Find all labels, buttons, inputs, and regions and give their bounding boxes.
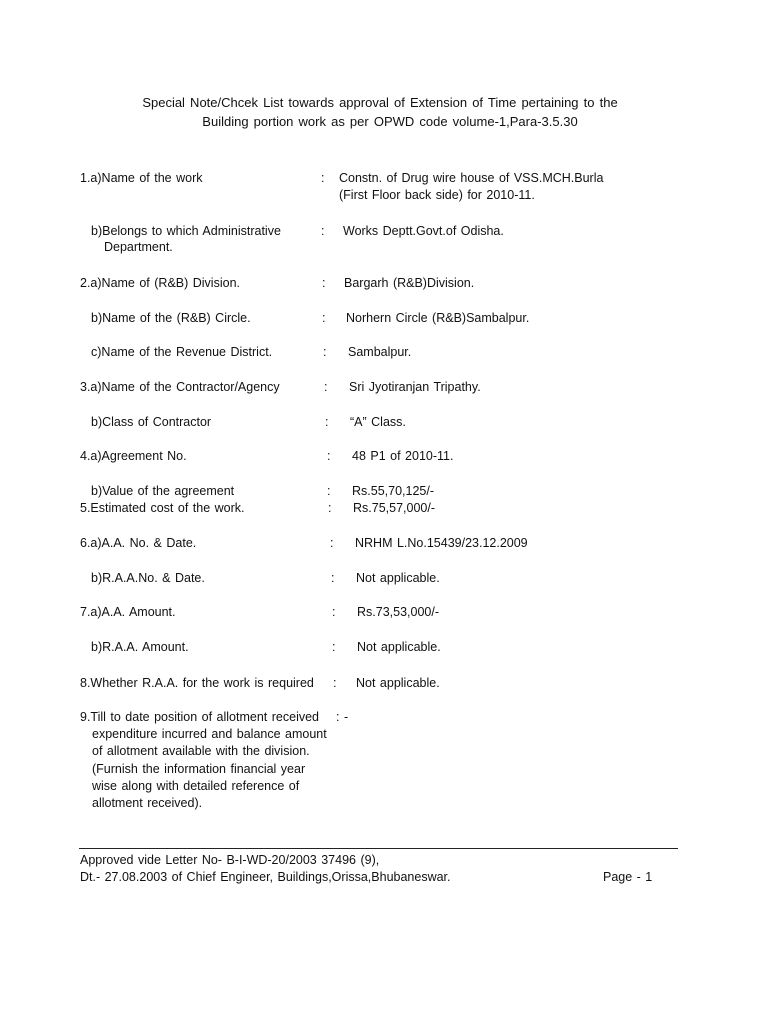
footer-approval-line-1: Approved vide Letter No- B-I-WD-20/2003 37496 (9), [80, 853, 380, 867]
item-2c-colon: : [323, 345, 327, 359]
item-3b-label: b)Class of Contractor [91, 415, 212, 429]
item-9-colon: : - [336, 710, 349, 724]
item-4b-value: Rs.55,70,125/- [352, 484, 434, 498]
item-6b-colon: : [331, 571, 335, 585]
item-3b-colon: : [325, 415, 329, 429]
item-5-colon: : [328, 501, 332, 515]
item-9-line-4: wise along with detailed reference of [92, 779, 300, 793]
item-7b-colon: : [332, 640, 336, 654]
item-3a-label: 3.a)Name of the Contractor/Agency [80, 380, 280, 394]
item-2a-colon: : [322, 276, 326, 290]
item-4b-label: b)Value of the agreement [91, 484, 235, 498]
item-3a-value: Sri Jyotiranjan Tripathy. [349, 380, 481, 394]
item-7a-label: 7.a)A.A. Amount. [80, 605, 176, 619]
item-5-value: Rs.75,57,000/- [353, 501, 435, 515]
item-9-line-3: (Furnish the information financial year [92, 762, 306, 776]
item-4a-value: 48 P1 of 2010-11. [352, 449, 454, 463]
item-6a-value: NRHM L.No.15439/23.12.2009 [355, 536, 528, 550]
item-4a-label: 4.a)Agreement No. [80, 449, 187, 463]
item-4a-colon: : [327, 449, 331, 463]
item-2b-label: b)Name of the (R&B) Circle. [91, 311, 251, 325]
item-8-colon: : [333, 676, 337, 690]
item-1b-label: b)Belongs to which Administrative [91, 224, 281, 238]
item-2a-label: 2.a)Name of (R&B) Division. [80, 276, 240, 290]
item-7a-colon: : [332, 605, 336, 619]
item-5-label: 5.Estimated cost of the work. [80, 501, 245, 515]
item-2b-colon: : [322, 311, 326, 325]
item-2c-label: c)Name of the Revenue District. [91, 345, 273, 359]
item-6a-label: 6.a)A.A. No. & Date. [80, 536, 197, 550]
item-9-line-1: expenditure incurred and balance amount [92, 727, 327, 741]
document-title-line-1: Special Note/Chcek List towards approval of Extension of Time pertaining to the [142, 95, 618, 110]
document-title-line-2: Building portion work as per OPWD code volume-1,Para-3.5.30 [202, 114, 578, 129]
footer-divider [79, 848, 678, 849]
item-2c-value: Sambalpur. [348, 345, 412, 359]
item-1a-value-line-2: (First Floor back side) for 2010-11. [339, 188, 535, 202]
item-6a-colon: : [330, 536, 334, 550]
item-1a-colon: : [321, 171, 325, 185]
item-3a-colon: : [324, 380, 328, 394]
item-9-label: 9.Till to date position of allotment received [80, 710, 319, 724]
item-6b-value: Not applicable. [356, 571, 440, 585]
item-8-label: 8.Whether R.A.A. for the work is required [80, 676, 314, 690]
item-1a-label: 1.a)Name of the work [80, 171, 203, 185]
item-2b-value: Norhern Circle (R&B)Sambalpur. [346, 311, 530, 325]
item-9-line-2: of allotment available with the division. [92, 744, 310, 758]
item-7b-label: b)R.A.A. Amount. [91, 640, 189, 654]
footer-approval-line-2: Dt.- 27.08.2003 of Chief Engineer, Buildings,Orissa,Bhubaneswar. [80, 870, 451, 884]
item-1b-colon: : [321, 224, 325, 238]
item-6b-label: b)R.A.A.No. & Date. [91, 571, 205, 585]
item-1b-value: Works Deptt.Govt.of Odisha. [343, 224, 504, 238]
item-7a-value: Rs.73,53,000/- [357, 605, 439, 619]
item-9-line-5: allotment received). [92, 796, 203, 810]
item-1b-label-line-2: Department. [104, 240, 173, 254]
item-3b-value: “A” Class. [350, 415, 406, 429]
item-4b-colon: : [327, 484, 331, 498]
item-7b-value: Not applicable. [357, 640, 441, 654]
item-2a-value: Bargarh (R&B)Division. [344, 276, 475, 290]
item-8-value: Not applicable. [356, 676, 440, 690]
page-number: Page - 1 [603, 870, 653, 884]
item-1a-value: Constn. of Drug wire house of VSS.MCH.Burla [339, 171, 604, 185]
